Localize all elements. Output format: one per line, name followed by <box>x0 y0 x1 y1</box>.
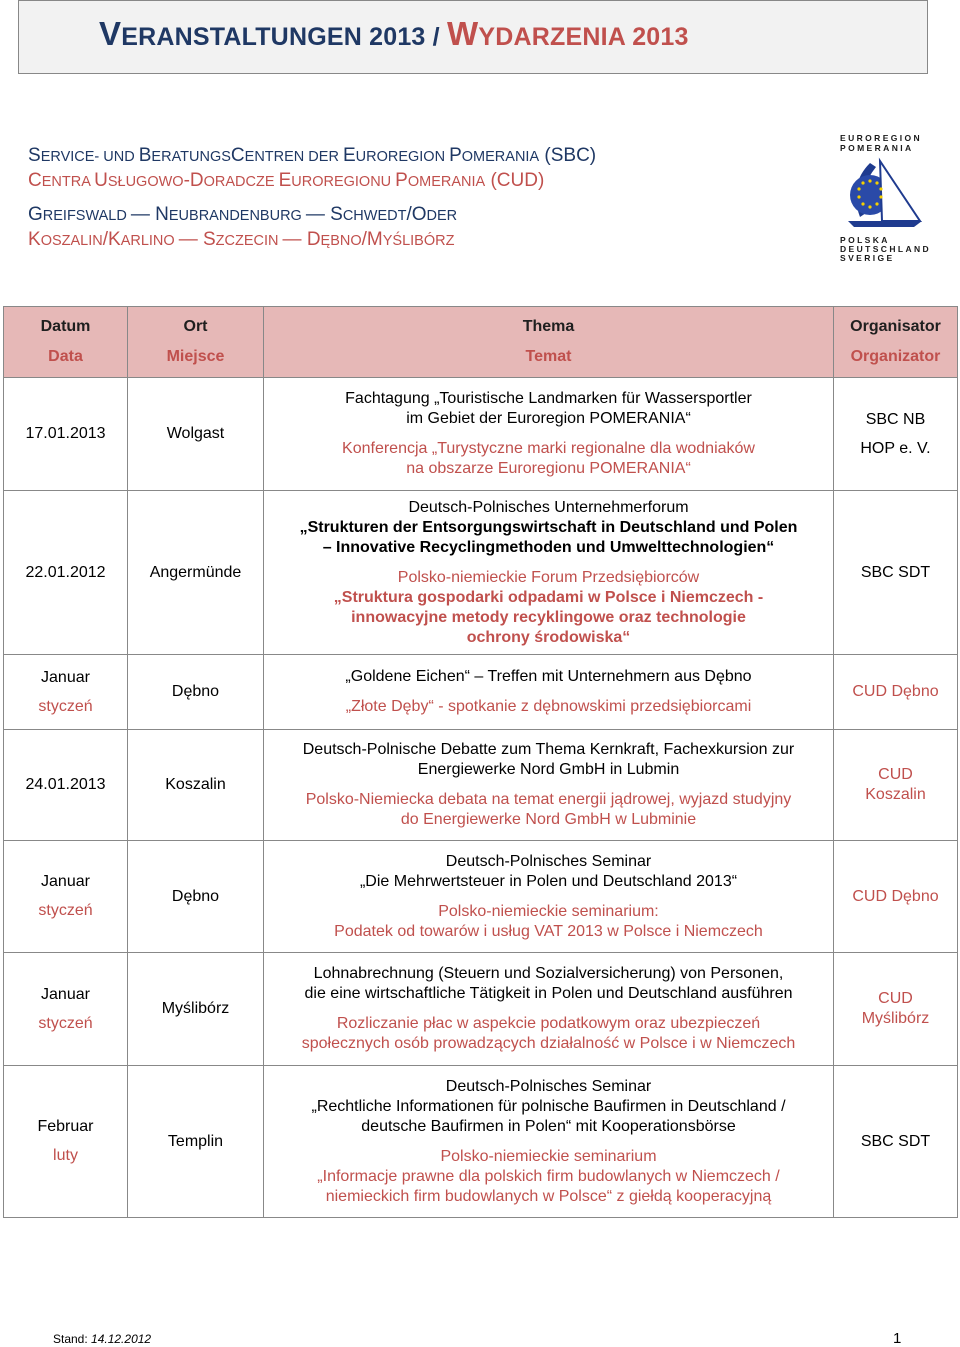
table-row <box>4 953 958 1066</box>
subtitle-part: (SBC) <box>539 145 597 166</box>
logo-emblem-icon <box>840 155 930 231</box>
table-row <box>4 655 958 730</box>
topic-gap <box>264 687 833 697</box>
cell-topic <box>264 1066 834 1218</box>
topic-de-line: Deutsch-Polnisches Unternehmerforum <box>408 498 689 516</box>
topic-de-line: „Rechtliche Informationen für polnische Baufirmen in Deutschland / <box>311 1097 786 1115</box>
subtitle-part: OSZALIN <box>40 233 103 249</box>
title-box <box>18 0 928 74</box>
subtitle-part: G <box>28 204 43 225</box>
cell-organizer <box>834 730 958 841</box>
header-date: Datum Data <box>4 307 128 378</box>
title-part: V <box>99 15 122 52</box>
organizer-line: CUD Dębno <box>852 683 939 700</box>
organizer-line: SBC SDT <box>860 1132 931 1150</box>
subtitle-part: OMERANIA <box>461 149 540 165</box>
topic-de-bold-line: – Innovative Recyclingmethoden und Umwelttechnologien“ <box>322 538 775 556</box>
cell-place: Myślibórz <box>128 953 264 1066</box>
date-pl: luty <box>53 1147 78 1164</box>
cell-place: Dębno <box>128 655 264 730</box>
cell-organizer <box>834 491 958 655</box>
logo-text: DEUTSCHLAND <box>840 244 932 254</box>
topic-de-line: „Die Mehrwertsteuer in Polen und Deutschland 2013“ <box>359 872 738 890</box>
topic-de-line: Energiewerke Nord GmbH in Lubmin <box>417 761 680 778</box>
topic-pl-line: niemieckich firm budowlanych w Polsce“ z giełdą kooperacyjną <box>325 1187 772 1205</box>
cell-organizer <box>834 1066 958 1218</box>
cell-topic <box>264 953 834 1066</box>
subtitle-part: EUBRANDENBURG <box>168 208 306 224</box>
subtitle-part: -D <box>183 170 204 191</box>
subtitle-part: /M <box>361 229 383 250</box>
subtitle-part: (CUD) <box>485 170 545 191</box>
topic-pl-line: Polsko-niemieckie Forum Przedsiębiorców <box>397 568 700 586</box>
subtitle-part: — <box>130 204 156 225</box>
title-part: ERANSTALTUNGEN 2013 / <box>121 23 447 51</box>
topic-pl-line: „Złote Dęby“ - spotkanie z dębnowskimi przedsiębiorcami <box>345 698 752 715</box>
cell-place: Wolgast <box>128 378 264 491</box>
topic-de-line: deutsche Baufirmen in Polen“ mit Kooperationsbörse <box>361 1117 736 1135</box>
topic-de-line: Deutsch-Polnisches Seminar <box>445 1077 652 1095</box>
subtitle-part: YŚLIBÓRZ <box>382 233 455 249</box>
subtitle-part: — <box>178 229 203 250</box>
topic-de-line: im Gebiet der Euroregion POMERANIA“ <box>406 410 691 427</box>
table-row <box>4 841 958 953</box>
subtitle-part: ERATUNGS <box>151 149 231 165</box>
topic-pl-line: Konferencja „Turystyczne marki regionalne dla wodniaków <box>342 440 755 457</box>
topic-pl-line: „Informacje prawne dla polskich firm budowlanych w Niemczech / <box>317 1167 780 1185</box>
date-de: Januar <box>41 985 90 1003</box>
cell-date <box>4 655 128 730</box>
logo-text: POMERANIA <box>840 143 914 153</box>
topic-gap <box>264 429 833 439</box>
header-place: Ort Miejsce <box>128 307 264 378</box>
cell-date <box>4 378 128 491</box>
topic-de-line: Deutsch-Polnisches Seminar <box>445 852 652 870</box>
subtitle-part: CHWEDT <box>342 208 407 224</box>
topic-gap <box>264 1137 833 1147</box>
subtitle-part: /O <box>406 204 427 225</box>
topic-pl-bold-line: „Struktura gospodarki odpadami w Polsce i Niemczech - <box>333 588 764 606</box>
subtitle-part: ARLINO <box>120 233 179 249</box>
title-part: W <box>446 15 479 52</box>
subtitle-part: DER <box>426 208 458 224</box>
organizer-line: CUD <box>878 766 913 783</box>
table-row <box>4 1066 958 1218</box>
subtitle-part: C <box>28 170 42 191</box>
topic-pl-line: na obszarze Euroregionu POMERANIA“ <box>406 460 691 477</box>
events-table <box>3 306 958 1218</box>
date-de: Januar <box>41 873 90 890</box>
subtitle-part: E <box>278 170 292 191</box>
topic-de-line: Deutsch-Polnische Debatte zum Thema Kernkraft, Fachexkursion zur <box>302 741 795 758</box>
subtitle-line-1 <box>28 145 596 167</box>
header-topic: Thema Temat <box>264 307 834 378</box>
topic-de-line: „Goldene Eichen“ – Treffen mit Unternehmern aus Dębno <box>345 668 752 685</box>
subtitle-part: ORADCZE <box>203 174 279 190</box>
subtitle-part: SŁUGOWO <box>107 174 184 190</box>
subtitle-part: — <box>305 204 331 225</box>
subtitle-part: ZCZECIN <box>215 233 283 249</box>
subtitle-part: C <box>230 145 245 166</box>
organizer-line: SBC SDT <box>860 563 931 581</box>
cell-date <box>4 841 128 953</box>
euroregion-logo <box>840 133 930 263</box>
logo-text: POLSKA <box>840 235 890 245</box>
topic-pl-line: społecznych osób prowadzących działalność w Polsce i w Niemczech <box>301 1035 796 1052</box>
cell-place: Angermünde <box>128 491 264 655</box>
cell-organizer <box>834 378 958 491</box>
cell-date <box>4 730 128 841</box>
topic-pl-line: Polsko-niemieckie seminarium <box>440 1147 657 1165</box>
date-pl: styczeń <box>38 1014 93 1032</box>
cell-date <box>4 953 128 1066</box>
subtitle-part: B <box>138 145 152 166</box>
topic-gap <box>264 1004 833 1014</box>
organizer-line: HOP e. V. <box>860 439 931 457</box>
table-header-row <box>4 307 958 378</box>
topic-pl-line: Podatek od towarów i usług VAT 2013 w Polsce i Niemczech <box>334 922 763 940</box>
page-title <box>99 15 689 53</box>
organizer-line: Koszalin <box>865 786 926 803</box>
date-pl: styczeń <box>38 902 93 919</box>
date-de: Februar <box>37 1118 94 1135</box>
subtitle-part: ENTRA <box>41 174 95 190</box>
title-part: YDARZENIA 2013 <box>478 23 689 51</box>
date-de: 24.01.2013 <box>25 776 106 793</box>
subtitle-part: OMERANIA <box>407 174 486 190</box>
subtitle-part: S <box>202 229 216 250</box>
cell-place: Templin <box>128 1066 264 1218</box>
subtitle-part: K <box>28 229 41 250</box>
footer-stand: Stand: 14.12.2012 <box>53 1332 152 1346</box>
logo-text: SVERIGE <box>840 253 895 263</box>
date-de: Januar <box>41 668 90 686</box>
topic-gap <box>264 892 833 902</box>
topic-de-line: Lohnabrechnung (Steuern und Sozialversicherung) von Personen, <box>313 965 784 982</box>
topic-pl-line: Rozliczanie płac w aspekcie podatkowym oraz ubezpieczeń <box>336 1015 761 1032</box>
organizer-line: Myślibórz <box>861 1010 930 1027</box>
topic-pl-bold-line: innowacyjne metody recyklingowe oraz technologie <box>351 608 746 626</box>
cell-topic <box>264 378 834 491</box>
topic-gap <box>264 558 833 568</box>
header-organizer: Organisator Organizator <box>834 307 958 378</box>
subtitle-line-2 <box>28 170 544 192</box>
table-row <box>4 730 958 841</box>
stand-date: 14.12.2012 <box>91 1332 152 1346</box>
subtitle-part: S <box>28 145 41 166</box>
subtitle-part: P <box>395 170 408 191</box>
subtitle-line-3 <box>28 204 457 226</box>
cell-topic <box>264 730 834 841</box>
topic-pl-line: Polsko-niemieckie seminarium: <box>438 902 659 920</box>
topic-de-bold-line: „Strukturen der Entsorgungswirtschaft in Deutschland und Polen <box>299 518 798 536</box>
cell-date <box>4 491 128 655</box>
subtitle-part: UROREGIONU <box>291 174 396 190</box>
subtitle-part: U <box>94 170 108 191</box>
cell-topic <box>264 491 834 655</box>
subtitle-part: P <box>449 145 462 166</box>
cell-organizer <box>834 655 958 730</box>
cell-organizer <box>834 841 958 953</box>
subtitle-part: - UND <box>94 149 139 165</box>
subtitle-part: E <box>342 145 356 166</box>
topic-de-line: Fachtagung „Touristische Landmarken für Wassersportler <box>345 390 752 407</box>
page-number: 1 <box>893 1330 902 1347</box>
topic-de-line: die eine wirtschaftliche Tätigkeit in Polen und Deutschland ausführen <box>304 985 793 1002</box>
logo-text: EUROREGION <box>840 133 923 143</box>
table-row <box>4 491 958 655</box>
subtitle-part: — <box>282 229 307 250</box>
topic-pl-bold-line: ochrony środowiska“ <box>466 628 631 646</box>
subtitle-part: UROREGION <box>355 149 450 165</box>
date-pl: styczeń <box>38 697 93 715</box>
date-de: 17.01.2013 <box>25 425 106 442</box>
date-de: 22.01.2012 <box>25 563 106 581</box>
subtitle-part: S <box>330 204 343 225</box>
organizer-line: CUD <box>878 990 913 1007</box>
subtitle-part: ERVICE <box>40 149 95 165</box>
subtitle-part: REIFSWALD <box>42 208 131 224</box>
cell-topic <box>264 841 834 953</box>
topic-gap <box>264 780 833 790</box>
subtitle-line-4 <box>28 229 454 251</box>
table-row <box>4 378 958 491</box>
subtitle-part: /K <box>102 229 121 250</box>
topic-pl-line: Polsko-Niemiecka debata na temat energii jądrowej, wyjazd studyjny <box>305 791 792 808</box>
cell-topic <box>264 655 834 730</box>
cell-place: Dębno <box>128 841 264 953</box>
topic-pl-line: do Energiewerke Nord GmbH w Lubminie <box>400 811 697 828</box>
cell-date <box>4 1066 128 1218</box>
subtitle-part: N <box>155 204 169 225</box>
organizer-line: SBC NB <box>865 410 926 428</box>
organizer-line: CUD Dębno <box>852 887 939 905</box>
cell-place: Koszalin <box>128 730 264 841</box>
subtitle-part: ĘBNO <box>320 233 362 249</box>
cell-organizer <box>834 953 958 1066</box>
subtitle-part: D <box>306 229 321 250</box>
subtitle-part: ENTREN DER <box>244 149 343 165</box>
